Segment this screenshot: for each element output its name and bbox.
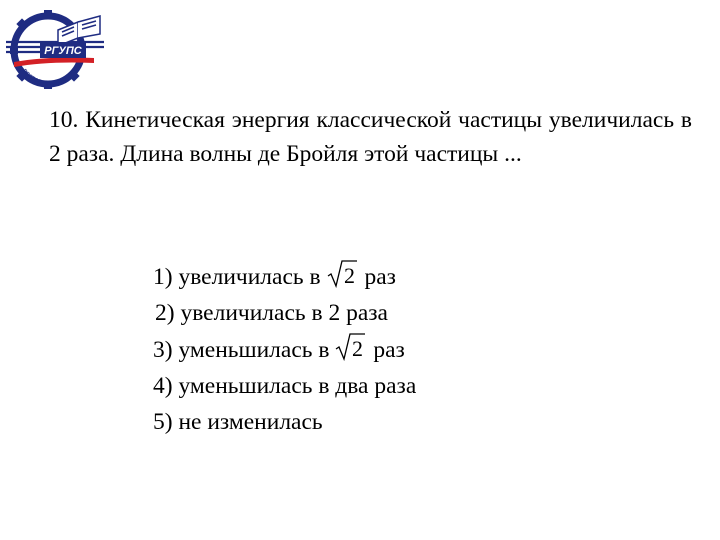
option-text: не изменилась xyxy=(178,409,323,435)
university-logo xyxy=(6,4,106,90)
sqrt-symbol xyxy=(335,331,365,369)
option-2[interactable] xyxy=(155,295,418,332)
svg-text:2: 2 xyxy=(352,336,364,361)
option-text-unit: раз xyxy=(364,264,396,290)
sqrt-symbol xyxy=(327,258,357,296)
option-text: уменьшилась в два раза xyxy=(178,372,417,399)
question-text: 10. Кинетическая энергия классической частицы увеличилась в 2 раза. Длина волны де Бройля этой частицы ... xyxy=(49,107,692,167)
answer-options xyxy=(153,258,416,441)
option-number: 4) xyxy=(153,372,173,399)
option-4[interactable] xyxy=(153,368,416,405)
option-5[interactable] xyxy=(153,404,416,441)
option-number: 3) xyxy=(153,337,173,363)
option-text: увеличилась в xyxy=(178,264,321,290)
option-text: увеличилась в 2 раза xyxy=(180,299,388,326)
option-number: 5) xyxy=(153,409,173,435)
option-number: 1) xyxy=(153,264,173,290)
option-number: 2) xyxy=(155,299,175,326)
logo-text: РГУПС xyxy=(44,45,82,57)
logo-ring-text: РОСТОВ-НА-ДОНУ xyxy=(21,68,69,87)
option-1[interactable] xyxy=(153,258,416,295)
svg-text:2: 2 xyxy=(343,263,355,288)
option-text: уменьшилась в xyxy=(178,337,330,363)
option-3[interactable] xyxy=(153,331,416,368)
option-text-unit: раз xyxy=(373,337,405,363)
